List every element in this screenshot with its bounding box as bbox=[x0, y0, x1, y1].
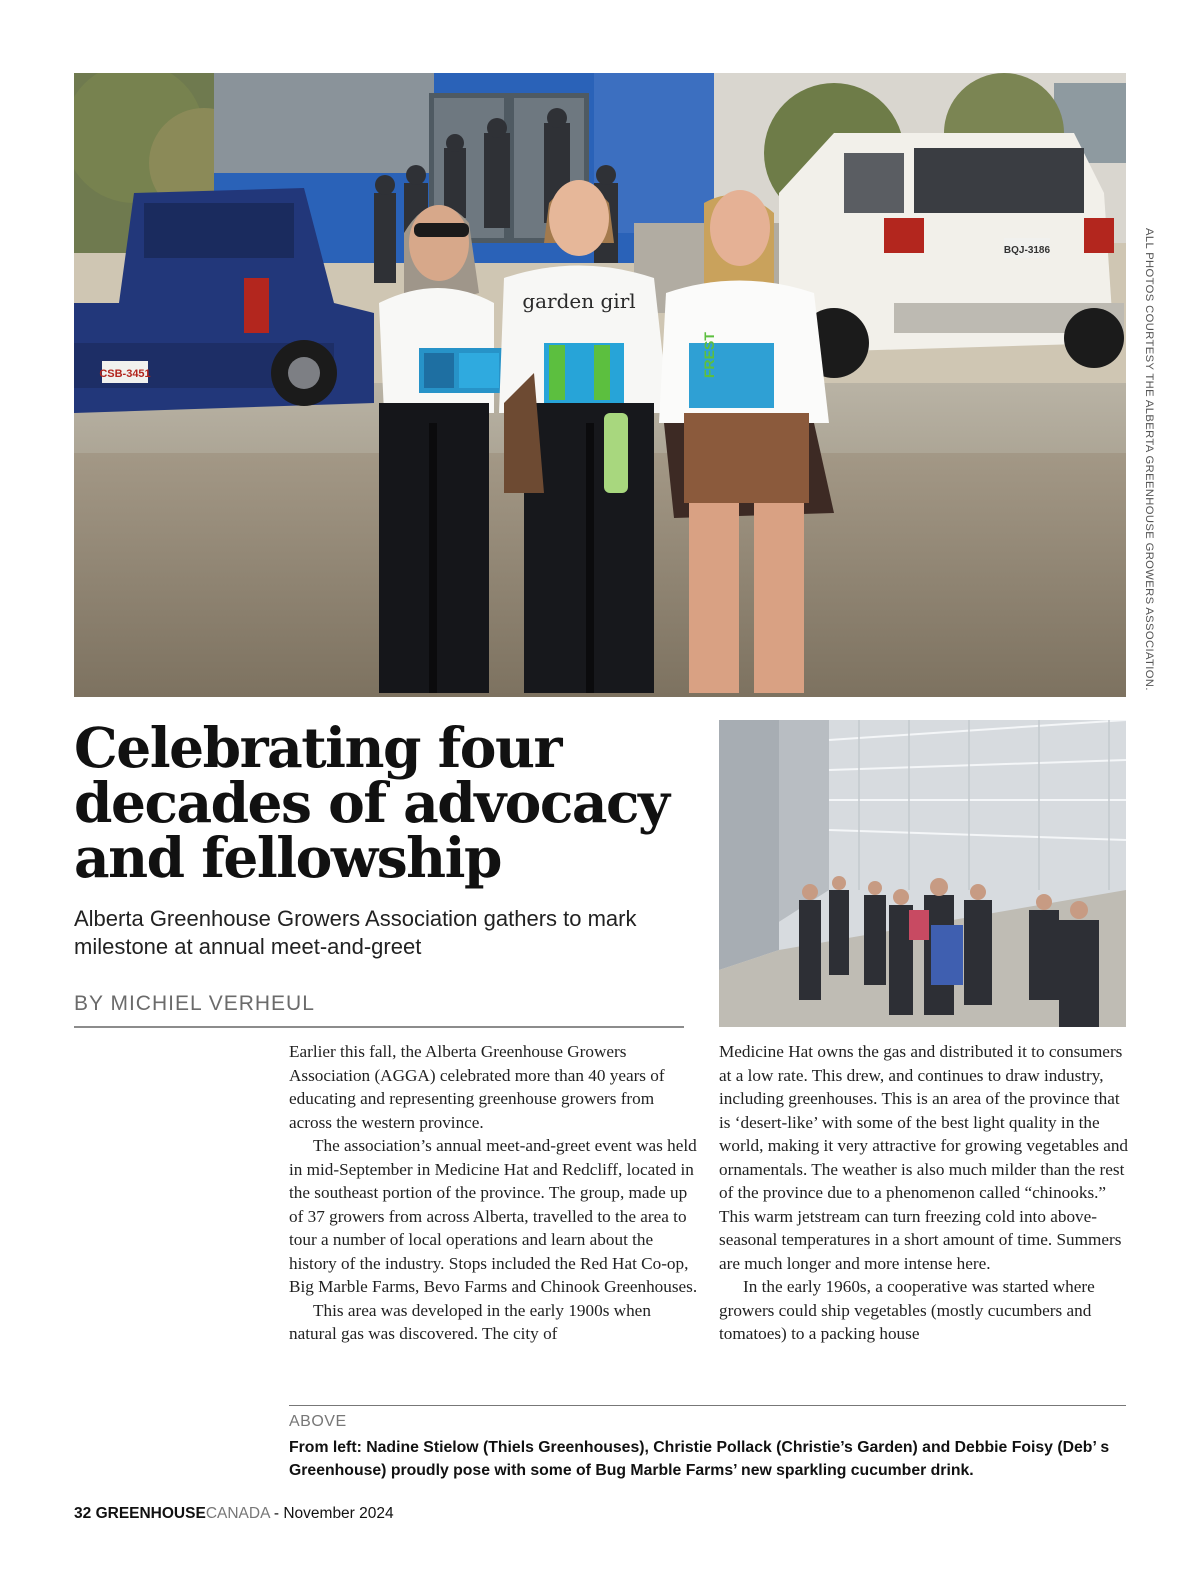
magazine-brand-suffix: CANADA bbox=[205, 1505, 270, 1522]
hero-photo-illustration bbox=[74, 73, 1126, 697]
plate-right: BQJ-3186 bbox=[1003, 245, 1051, 256]
plate-left: CSB-3451 bbox=[99, 368, 151, 380]
photo-caption: From left: Nadine Stielow (Thiels Greenhouses), Christie Pollack (Christie’s Garden) and Debbie Foisy (Deb’ s Greenhouse) proudly pose with some of Bug Marble Farms’ new sparkling cucumber drink. bbox=[289, 1439, 1110, 1479]
body-column-left bbox=[289, 1040, 699, 1346]
byline: BY MICHIEL VERHEUL bbox=[74, 992, 315, 1015]
headline-line-2: decades of advocacy bbox=[74, 770, 669, 835]
headline bbox=[74, 715, 694, 890]
body-paragraph: The association’s annual meet-and-greet event was held in mid-September in Medicine Hat and Redcliff, located in the southeast portion of the province. The group, made up of 37 growers from across Alberta, travelled to the area to tour a number of local operations and learn about the history of the industry. Stops included the Red Hat Co-op, Big Marble Farms, Bevo Farms and Chinook Greenhouses. bbox=[289, 1136, 698, 1296]
product-label: FREST bbox=[701, 332, 717, 378]
headline-line-3: and fellowship bbox=[74, 825, 502, 890]
byline-divider bbox=[74, 1026, 684, 1028]
hero-photo bbox=[74, 73, 1126, 697]
photo-credit: ALL PHOTOS COURTESY THE ALBERTA GREENHOUSE GROWERS ASSOCIATION. bbox=[1143, 228, 1155, 691]
body-paragraph: In the early 1960s, a cooperative was started where growers could ship vegetables (mostly cucumbers and tomatoes) to a packing house bbox=[719, 1277, 1095, 1343]
body-column-right bbox=[719, 1040, 1129, 1346]
headline-line-1: Celebrating four bbox=[74, 715, 561, 780]
magazine-brand: GREENHOUSE bbox=[95, 1505, 206, 1522]
shirt-text: garden girl bbox=[522, 289, 636, 313]
inset-photo bbox=[719, 720, 1126, 1027]
page-number: 32 bbox=[74, 1505, 92, 1522]
issue-date: - November 2024 bbox=[273, 1505, 394, 1522]
page-footer bbox=[74, 1505, 394, 1523]
caption-label: ABOVE bbox=[289, 1413, 347, 1430]
body-paragraph: Medicine Hat owns the gas and distributed it to consumers at a low rate. This drew, and continues to draw industry, including greenhouses. This is an area of the province that is ‘desert-like’ with some of the best light quality in the world, making it very attractive for growing vegetables and ornamentals. The weather is also much milder than the rest of the province due to a phenomenon called “chinooks.” This warm jetstream can turn freezing cold into above-seasonal temperatures in a short amount of time. Summers are much longer and more intense here. bbox=[719, 1042, 1129, 1273]
body-paragraph: This area was developed in the early 1900s when natural gas was discovered. The city of bbox=[289, 1300, 651, 1343]
body-paragraph: Earlier this fall, the Alberta Greenhouse Growers Association (AGGA) celebrated more than 40 years of educating and representing greenhouse growers from across the western province. bbox=[289, 1042, 665, 1132]
inset-photo-illustration bbox=[719, 720, 1126, 1027]
deck-subtitle: Alberta Greenhouse Growers Association gathers to mark milestone at annual meet-and-greet bbox=[74, 906, 637, 959]
caption-divider bbox=[289, 1405, 1126, 1406]
